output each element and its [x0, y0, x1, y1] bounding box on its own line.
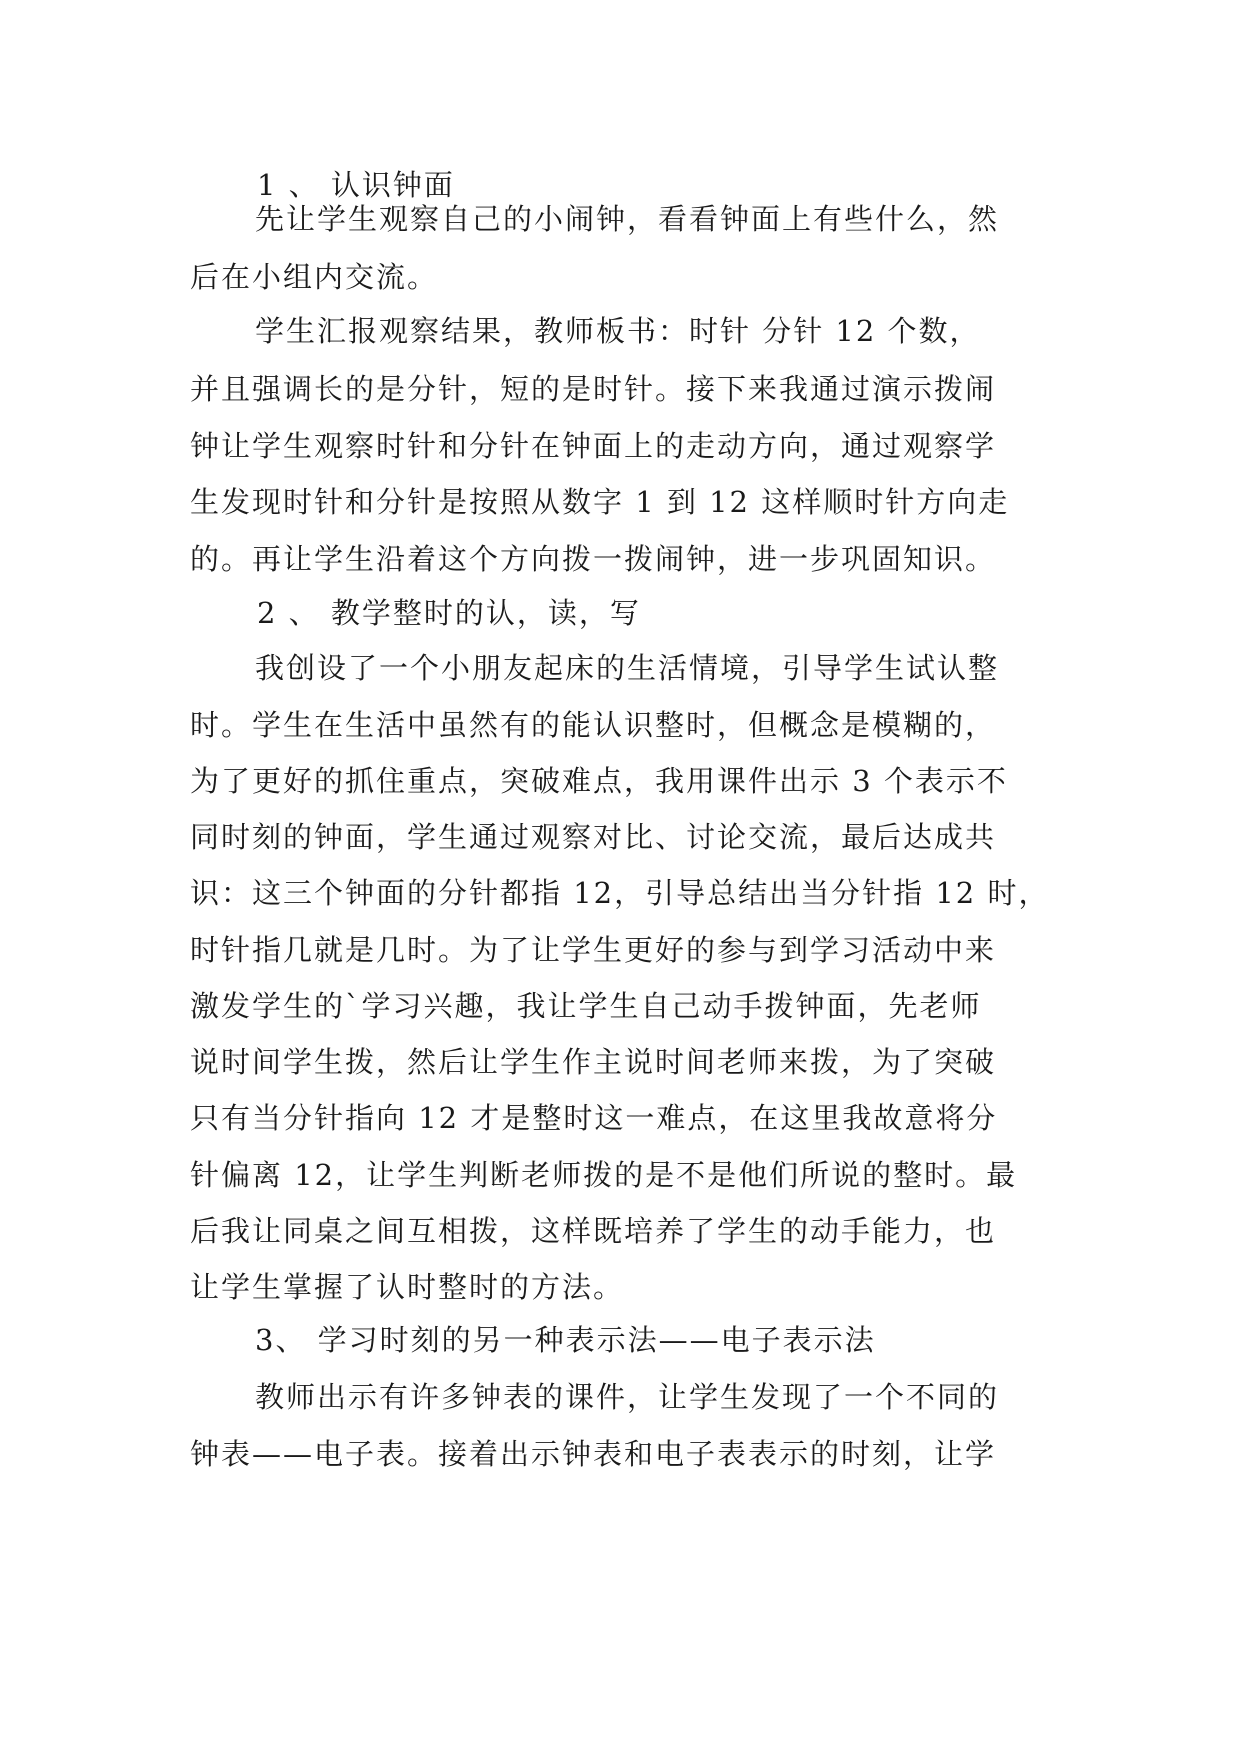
paragraph-line: 钟让学生观察时针和分针在钟面上的走动方向，通过观察学: [190, 429, 997, 463]
paragraph-line: 先让学生观察自己的小闹钟，看看钟面上有些什么，然: [255, 202, 1000, 236]
paragraph-line: 时针指几就是几时。为了让学生更好的参与到学习活动中来: [190, 933, 997, 967]
paragraph-line: 教师出示有许多钟表的课件，让学生发现了一个不同的: [255, 1380, 1000, 1414]
paragraph-line: 的。再让学生沿着这个方向拨一拨闹钟，进一步巩固知识。: [190, 542, 997, 576]
paragraph-line: 说时间学生拨，然后让学生作主说时间老师来拨，为了突破: [190, 1045, 997, 1079]
paragraph-line: 只有当分针指向 12 才是整时这一难点，在这里我故意将分: [190, 1101, 998, 1135]
paragraph-line: 后我让同桌之间互相拨，这样既培养了学生的动手能力，也: [190, 1214, 997, 1248]
heading-1: 1 、 认识钟面: [257, 168, 455, 202]
paragraph-line: 我创设了一个小朋友起床的生活情境，引导学生试认整: [255, 651, 1000, 685]
paragraph-line: 并且强调长的是分针，短的是时针。接下来我通过演示拨闹: [190, 372, 997, 406]
paragraph-line: 后在小组内交流。: [190, 260, 439, 294]
heading-3: 3、 学习时刻的另一种表示法——电子表示法: [255, 1323, 876, 1357]
paragraph-line: 让学生掌握了认时整时的方法。: [190, 1270, 625, 1304]
paragraph-line: 激发学生的`学习兴趣，我让学生自己动手拨钟面，先老师: [190, 989, 982, 1023]
paragraph-line: 生发现时针和分针是按照从数字 1 到 12 这样顺时针方向走: [190, 485, 1010, 519]
heading-2: 2 、 教学整时的认，读，写: [257, 596, 641, 630]
paragraph-line: 时。学生在生活中虽然有的能认识整时，但概念是模糊的，: [190, 708, 997, 742]
paragraph-line: 为了更好的抓住重点，突破难点，我用课件出示 3 个表示不: [190, 764, 1008, 798]
paragraph-line: 针偏离 12，让学生判断老师拨的是不是他们所说的整时。最: [190, 1158, 1018, 1192]
paragraph-line: 学生汇报观察结果，教师板书：时针 分针 12 个数，: [255, 314, 981, 348]
paragraph-line: 钟表——电子表。接着出示钟表和电子表表示的时刻，让学: [190, 1437, 997, 1471]
paragraph-line: 识：这三个钟面的分针都指 12，引导总结出当分针指 12 时，: [190, 876, 1050, 910]
paragraph-line: 同时刻的钟面，学生通过观察对比、讨论交流，最后达成共: [190, 820, 997, 854]
